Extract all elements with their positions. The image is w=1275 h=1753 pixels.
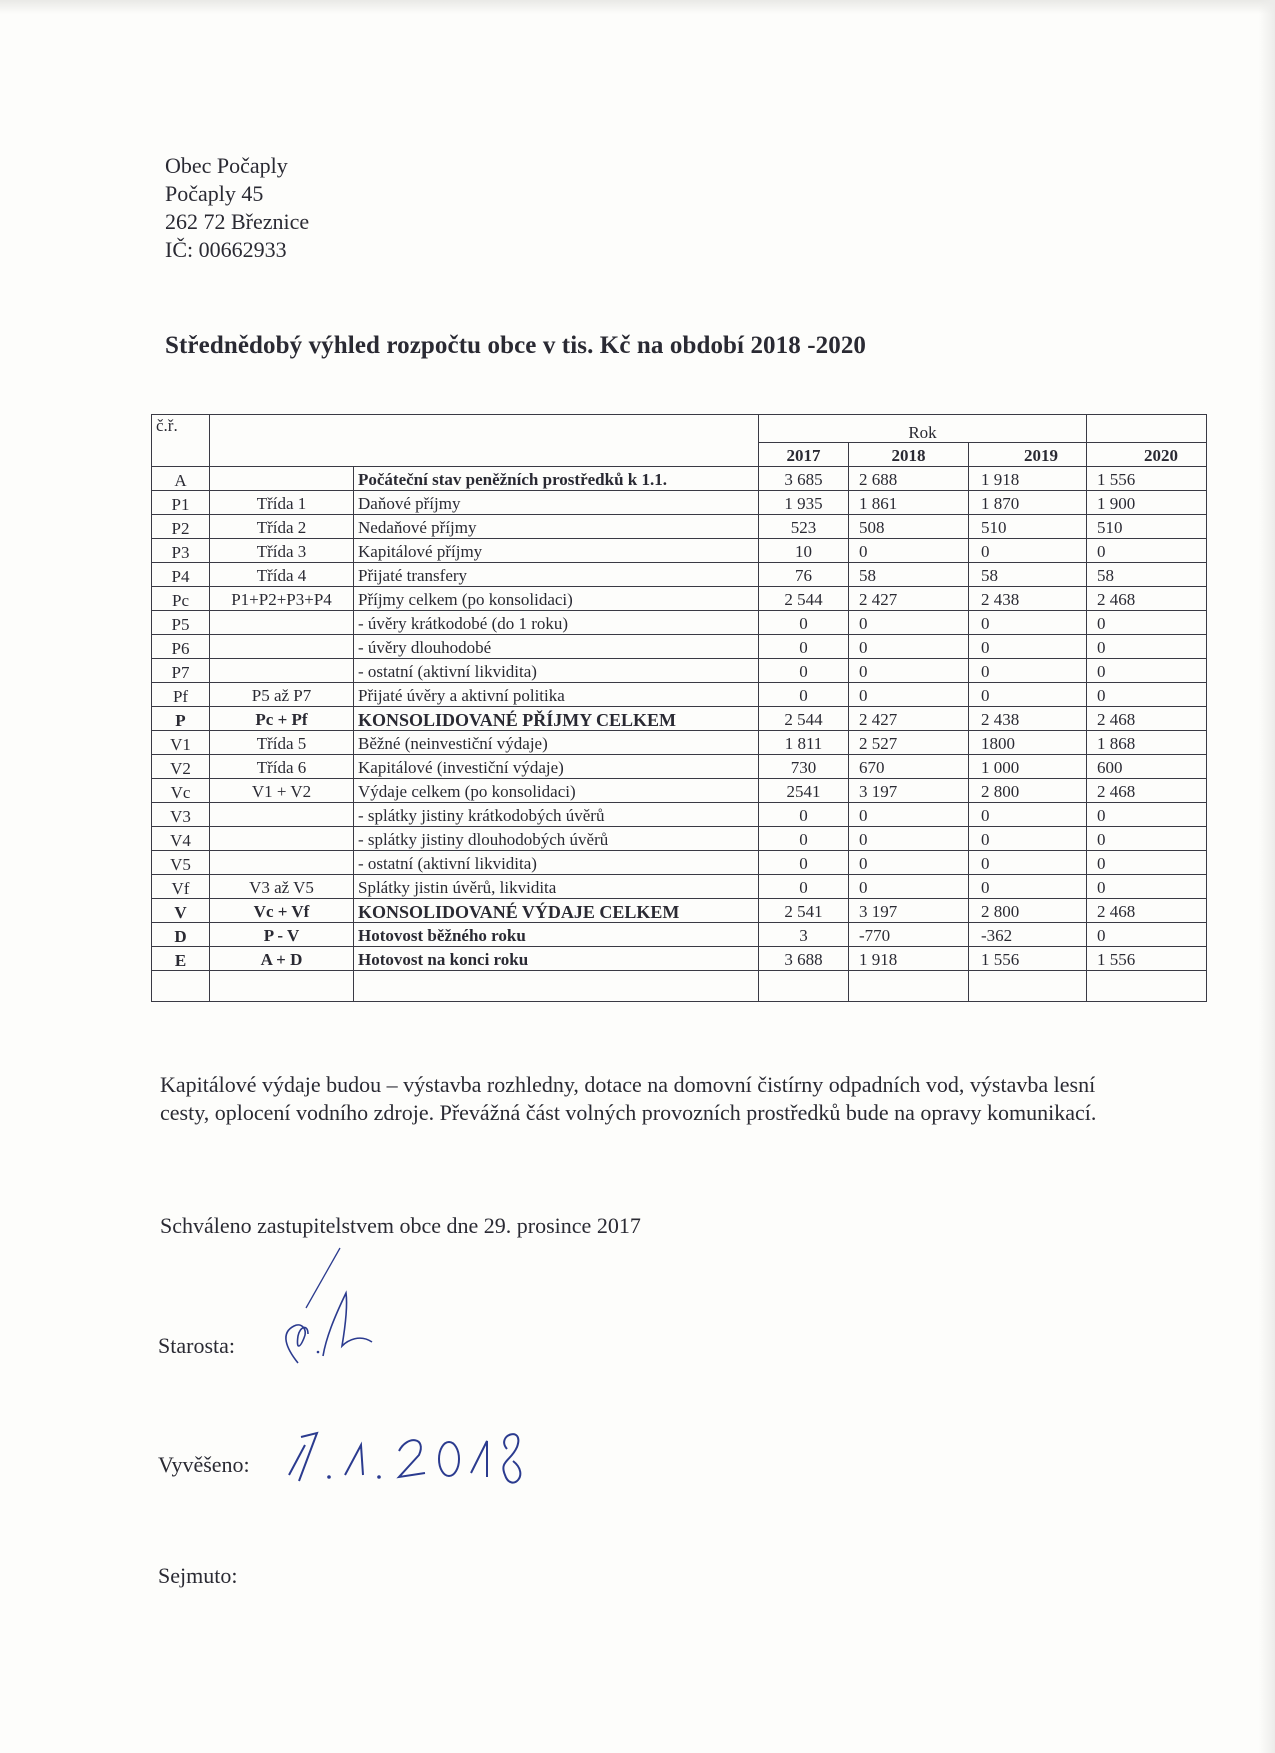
value-cell: 0: [969, 611, 1087, 635]
value-cell: 0: [849, 803, 969, 827]
scan-edge: [1259, 0, 1275, 1753]
row-group: [210, 467, 354, 491]
value-cell: 0: [969, 803, 1087, 827]
value-cell: 0: [759, 611, 849, 635]
value-cell: 0: [759, 851, 849, 875]
row-name: Počáteční stav peněžních prostředků k 1.1.: [354, 467, 759, 491]
row-number-header: č.ř.: [152, 415, 210, 467]
row-group: P - V: [210, 923, 354, 947]
removed-label: Sejmuto:: [158, 1563, 238, 1588]
value-cell: 600: [1087, 755, 1207, 779]
row-code: V3: [152, 803, 210, 827]
value-cell: 3 197: [849, 779, 969, 803]
value-cell: [759, 971, 849, 1002]
row-group: Třída 1: [210, 491, 354, 515]
value-cell: 0: [849, 875, 969, 899]
capital-expenses-note: Kapitálové výdaje budou – výstavba rozhledny, dotace na domovní čistírny odpadních vod, výstavba lesní cesty, oplocení vodního zdroje. Převážná část volných provozních prostředků bude na opravy komunikací.: [160, 1072, 1097, 1125]
value-cell: 0: [969, 635, 1087, 659]
table-row: [152, 587, 1207, 611]
value-cell: 2 468: [1087, 779, 1207, 803]
row-code: Vf: [152, 875, 210, 899]
year-header: 2019: [969, 443, 1087, 467]
value-cell: 0: [759, 635, 849, 659]
row-name: Kapitálové příjmy: [354, 539, 759, 563]
row-group: [210, 635, 354, 659]
value-cell: 0: [849, 539, 969, 563]
row-code: V: [152, 899, 210, 923]
row-code: V4: [152, 827, 210, 851]
row-group: Třída 4: [210, 563, 354, 587]
row-name: Splátky jistin úvěrů, likvidita: [354, 875, 759, 899]
row-group: Třída 5: [210, 731, 354, 755]
value-cell: 2 468: [1087, 707, 1207, 731]
table-row: [152, 659, 1207, 683]
posted-date-handwritten: [287, 1415, 547, 1495]
value-cell: 1800: [969, 731, 1087, 755]
value-cell: 3: [759, 923, 849, 947]
value-cell: 0: [969, 827, 1087, 851]
value-cell: 508: [849, 515, 969, 539]
value-cell: 2 427: [849, 707, 969, 731]
row-name: - ostatní (aktivní likvidita): [354, 659, 759, 683]
value-cell: 0: [849, 659, 969, 683]
value-cell: [1087, 971, 1207, 1002]
value-cell: 0: [849, 611, 969, 635]
row-code: P7: [152, 659, 210, 683]
row-group: A + D: [210, 947, 354, 971]
row-code: Pc: [152, 587, 210, 611]
row-group: Vc + Vf: [210, 899, 354, 923]
row-name: Běžné (neinvestiční výdaje): [354, 731, 759, 755]
table-row: [152, 611, 1207, 635]
row-name: Výdaje celkem (po konsolidaci): [354, 779, 759, 803]
row-code: V5: [152, 851, 210, 875]
row-name: Hotovost běžného roku: [354, 923, 759, 947]
table-row: [152, 851, 1207, 875]
value-cell: 0: [849, 851, 969, 875]
table-row: [152, 707, 1207, 731]
value-cell: 0: [1087, 827, 1207, 851]
value-cell: 1 556: [969, 947, 1087, 971]
value-cell: 0: [759, 827, 849, 851]
table-row: [152, 731, 1207, 755]
value-cell: 1 900: [1087, 491, 1207, 515]
table-row: [152, 683, 1207, 707]
row-group: [210, 659, 354, 683]
value-cell: 0: [759, 659, 849, 683]
blank-header-cell: [1087, 415, 1207, 443]
blank-header-cell: [210, 415, 759, 467]
row-group: P5 až P7: [210, 683, 354, 707]
row-name: KONSOLIDOVANÉ VÝDAJE CELKEM: [354, 899, 759, 923]
row-code: Pf: [152, 683, 210, 707]
value-cell: 1 935: [759, 491, 849, 515]
row-name: Přijaté úvěry a aktivní politika: [354, 683, 759, 707]
row-name: Nedaňové příjmy: [354, 515, 759, 539]
row-group: Pc + Pf: [210, 707, 354, 731]
row-code: P1: [152, 491, 210, 515]
mayor-signature: [268, 1238, 388, 1368]
row-code: E: [152, 947, 210, 971]
row-name: - splátky jistiny dlouhodobých úvěrů: [354, 827, 759, 851]
table-row: [152, 539, 1207, 563]
row-name: Hotovost na konci roku: [354, 947, 759, 971]
table-row: [152, 803, 1207, 827]
value-cell: 0: [849, 635, 969, 659]
value-cell: 1 861: [849, 491, 969, 515]
company-id: IČ: 00662933: [165, 237, 287, 262]
value-cell: 58: [1087, 563, 1207, 587]
value-cell: 58: [849, 563, 969, 587]
row-code: P: [152, 707, 210, 731]
value-cell: 0: [969, 539, 1087, 563]
table-row: [152, 875, 1207, 899]
row-name: - úvěry dlouhodobé: [354, 635, 759, 659]
value-cell: -770: [849, 923, 969, 947]
year-header: 2020: [1087, 443, 1207, 467]
row-group: Třída 3: [210, 539, 354, 563]
row-code: V1: [152, 731, 210, 755]
row-group: [210, 803, 354, 827]
row-group: P1+P2+P3+P4: [210, 587, 354, 611]
value-cell: 1 870: [969, 491, 1087, 515]
value-cell: 670: [849, 755, 969, 779]
value-cell: 2 468: [1087, 587, 1207, 611]
row-name: KONSOLIDOVANÉ PŘÍJMY CELKEM: [354, 707, 759, 731]
table-row: [152, 491, 1207, 515]
value-cell: 0: [759, 875, 849, 899]
approval-statement: Schváleno zastupitelstvem obce dne 29. prosince 2017: [160, 1213, 641, 1238]
table-row: [152, 947, 1207, 971]
row-name: - ostatní (aktivní likvidita): [354, 851, 759, 875]
value-cell: 0: [849, 827, 969, 851]
value-cell: 0: [969, 875, 1087, 899]
table-row: [152, 755, 1207, 779]
value-cell: 0: [1087, 635, 1207, 659]
value-cell: 0: [849, 683, 969, 707]
value-cell: 1 918: [849, 947, 969, 971]
value-cell: 2 468: [1087, 899, 1207, 923]
address-block: [165, 152, 309, 264]
value-cell: 0: [969, 851, 1087, 875]
year-group-header: Rok: [759, 415, 1087, 443]
row-group: V3 až V5: [210, 875, 354, 899]
row-code: P5: [152, 611, 210, 635]
value-cell: 2 544: [759, 587, 849, 611]
year-header: 2018: [849, 443, 969, 467]
row-code: D: [152, 923, 210, 947]
value-cell: 2 438: [969, 587, 1087, 611]
starosta-label: Starosta:: [158, 1333, 235, 1358]
value-cell: 2 527: [849, 731, 969, 755]
value-cell: 1 811: [759, 731, 849, 755]
value-cell: [969, 971, 1087, 1002]
row-group: [210, 971, 354, 1002]
row-name: [354, 971, 759, 1002]
table-row: [152, 827, 1207, 851]
row-name: - úvěry krátkodobé (do 1 roku): [354, 611, 759, 635]
table-row: [152, 467, 1207, 491]
value-cell: 2 800: [969, 779, 1087, 803]
value-cell: 0: [969, 683, 1087, 707]
value-cell: 2 800: [969, 899, 1087, 923]
value-cell: 1 556: [1087, 947, 1207, 971]
value-cell: 0: [759, 683, 849, 707]
value-cell: 0: [1087, 539, 1207, 563]
value-cell: 76: [759, 563, 849, 587]
row-name: Příjmy celkem (po konsolidaci): [354, 587, 759, 611]
value-cell: 3 197: [849, 899, 969, 923]
table-row: [152, 971, 1207, 1002]
row-name: Přijaté transfery: [354, 563, 759, 587]
value-cell: [849, 971, 969, 1002]
document-title: Střednědobý výhled rozpočtu obce v tis. Kč na období 2018 -2020: [165, 332, 867, 359]
row-group: Třída 6: [210, 755, 354, 779]
table-row: [152, 635, 1207, 659]
postal-city: 262 72 Březnice: [165, 209, 310, 234]
row-group: V1 + V2: [210, 779, 354, 803]
value-cell: 0: [1087, 683, 1207, 707]
value-cell: 10: [759, 539, 849, 563]
value-cell: 3 688: [759, 947, 849, 971]
posted-label: Vyvěšeno:: [158, 1452, 250, 1477]
value-cell: 1 918: [969, 467, 1087, 491]
row-code: P6: [152, 635, 210, 659]
row-group: [210, 851, 354, 875]
municipality-name: Obec Počaply: [165, 153, 288, 178]
value-cell: 0: [969, 659, 1087, 683]
value-cell: 2 544: [759, 707, 849, 731]
value-cell: 0: [759, 803, 849, 827]
table-row: [152, 779, 1207, 803]
row-name: - splátky jistiny krátkodobých úvěrů: [354, 803, 759, 827]
value-cell: 1 556: [1087, 467, 1207, 491]
row-code: P4: [152, 563, 210, 587]
row-group: Třída 2: [210, 515, 354, 539]
value-cell: 730: [759, 755, 849, 779]
row-name: Kapitálové (investiční výdaje): [354, 755, 759, 779]
value-cell: 0: [1087, 875, 1207, 899]
value-cell: 58: [969, 563, 1087, 587]
table-row: [152, 923, 1207, 947]
row-code: A: [152, 467, 210, 491]
row-code: Vc: [152, 779, 210, 803]
row-group: [210, 611, 354, 635]
value-cell: -362: [969, 923, 1087, 947]
row-group: [210, 827, 354, 851]
value-cell: 0: [1087, 923, 1207, 947]
value-cell: 523: [759, 515, 849, 539]
year-header: 2017: [759, 443, 849, 467]
value-cell: 2 427: [849, 587, 969, 611]
value-cell: 2 688: [849, 467, 969, 491]
value-cell: 510: [969, 515, 1087, 539]
value-cell: 1 868: [1087, 731, 1207, 755]
scan-edge: [0, 0, 1275, 14]
table-row: [152, 515, 1207, 539]
header-row: [152, 415, 1207, 443]
row-code: [152, 971, 210, 1002]
row-code: P3: [152, 539, 210, 563]
value-cell: 2541: [759, 779, 849, 803]
budget-table: [151, 414, 1207, 1002]
street-address: Počaply 45: [165, 181, 264, 206]
value-cell: 0: [1087, 611, 1207, 635]
value-cell: 1 000: [969, 755, 1087, 779]
value-cell: 0: [1087, 851, 1207, 875]
value-cell: 3 685: [759, 467, 849, 491]
value-cell: 510: [1087, 515, 1207, 539]
value-cell: 2 541: [759, 899, 849, 923]
value-cell: 2 438: [969, 707, 1087, 731]
row-code: P2: [152, 515, 210, 539]
value-cell: 0: [1087, 803, 1207, 827]
row-code: V2: [152, 755, 210, 779]
table-row: [152, 563, 1207, 587]
value-cell: 0: [1087, 659, 1207, 683]
row-name: Daňové příjmy: [354, 491, 759, 515]
table-row: [152, 899, 1207, 923]
